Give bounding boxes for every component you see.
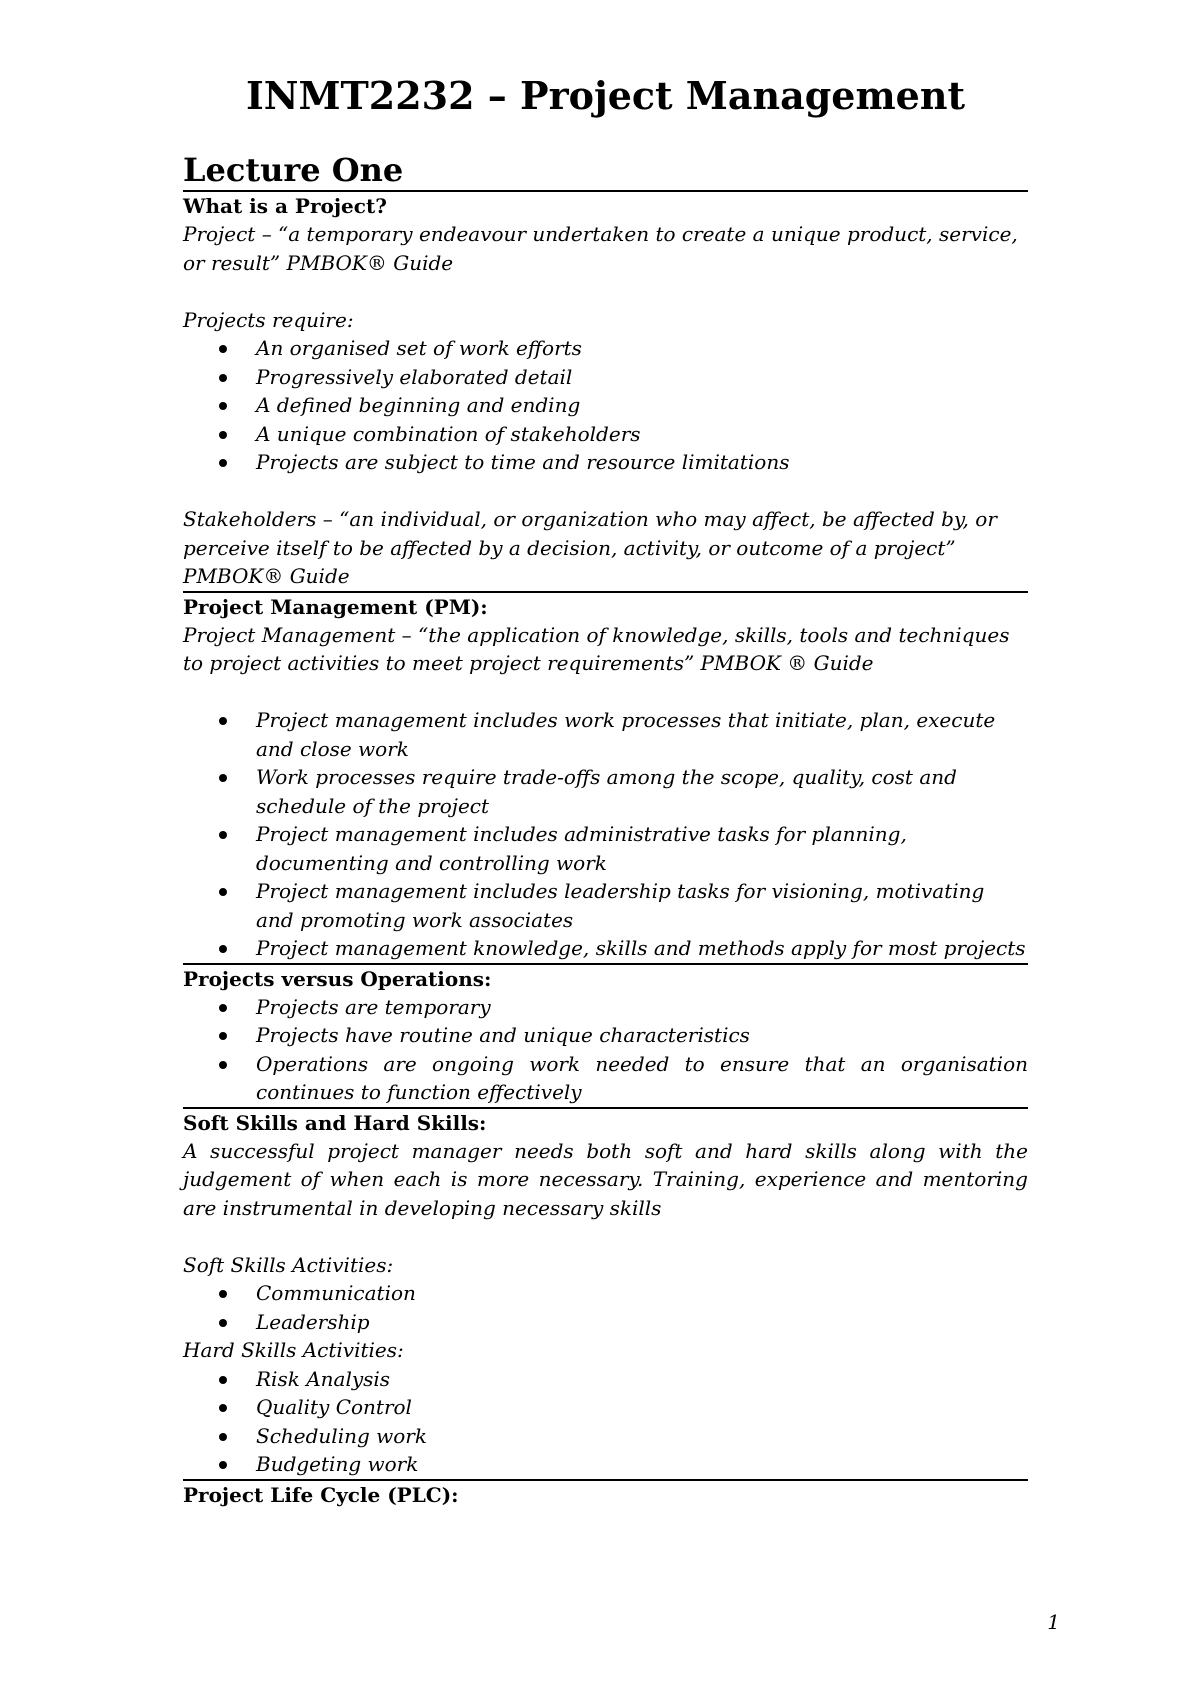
section-soft-hard-skills <box>183 1109 1028 1481</box>
stakeholders-definition: Stakeholders – “an individual, or organization who may affect, be affected by, or perceive itself to be affected by a decision, activity, or outcome of a project” PMBOK® Guide <box>183 507 997 588</box>
document-page <box>183 70 1028 1509</box>
list-item: A unique combination of stakeholders <box>183 420 1028 449</box>
section-heading: Soft Skills and Hard Skills: <box>183 1110 487 1135</box>
section-project-management <box>183 593 1028 965</box>
list-item: Projects have routine and unique characteristics <box>183 1021 1028 1050</box>
list-item: Progressively elaborated detail <box>183 363 1028 392</box>
projects-require-label: Projects require: <box>183 307 354 332</box>
soft-skills-label: Soft Skills Activities: <box>183 1252 394 1277</box>
list-item: Leadership <box>183 1308 1028 1337</box>
list-item: Operations are ongoing work needed to ensure that an organisation continues to function effectively <box>183 1050 1028 1107</box>
list-item: Quality Control <box>183 1393 1028 1422</box>
section-what-is-a-project <box>183 192 1028 593</box>
list-item: Project management knowledge, skills and methods apply for most projects <box>183 934 1028 963</box>
projects-require-list <box>183 334 1028 477</box>
section-project-life-cycle <box>183 1481 1028 1509</box>
list-item: Scheduling work <box>183 1422 1028 1451</box>
list-item: Budgeting work <box>183 1450 1028 1479</box>
section-heading: What is a Project? <box>183 194 387 218</box>
list-item: Projects are temporary <box>183 993 1028 1022</box>
list-item: Project management includes leadership tasks for visioning, motivating and promoting work associates <box>183 877 1028 934</box>
section-heading: Project Life Cycle (PLC): <box>183 1482 459 1507</box>
projects-vs-operations-list <box>183 993 1028 1107</box>
list-item: Project management includes work processes that initiate, plan, execute and close work <box>183 706 1028 763</box>
soft-skills-list <box>183 1279 1028 1336</box>
list-item: Work processes require trade-offs among the scope, quality, cost and schedule of the project <box>183 763 1028 820</box>
section-projects-vs-operations <box>183 965 1028 1109</box>
list-item: An organised set of work efforts <box>183 334 1028 363</box>
page-number: 1 <box>1047 1610 1060 1634</box>
section-heading: Projects versus Operations: <box>183 966 492 991</box>
section-heading: Project Management (PM): <box>183 594 488 619</box>
hard-skills-list <box>183 1365 1028 1479</box>
list-item: Communication <box>183 1279 1028 1308</box>
project-definition: Project – “a temporary endeavour undertaken to create a unique product, service, or result” PMBOK® Guide <box>183 222 1018 275</box>
list-item: A defined beginning and ending <box>183 391 1028 420</box>
list-item: Projects are subject to time and resource limitations <box>183 448 1028 477</box>
list-item: Project management includes administrative tasks for planning, documenting and controlling work <box>183 820 1028 877</box>
lecture-title: Lecture One <box>183 150 1028 192</box>
pm-list <box>183 706 1028 963</box>
document-title: INMT2232 – Project Management <box>245 73 966 118</box>
skills-intro: A successful project manager needs both soft and hard skills along with the judgement of when each is more necessary. Training, experience and mentoring are instrumental in developing necessary skills <box>183 1138 1028 1220</box>
hard-skills-label: Hard Skills Activities: <box>183 1338 404 1362</box>
pm-definition: Project Management – “the application of knowledge, skills, tools and techniques to project activities to meet project requirements” PMBOK ® Guide <box>183 622 1010 675</box>
list-item: Risk Analysis <box>183 1365 1028 1394</box>
